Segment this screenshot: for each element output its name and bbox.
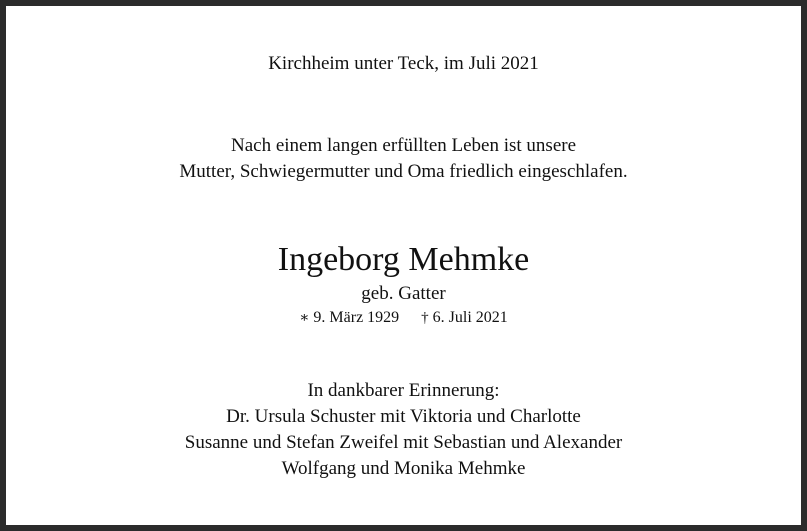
death-date: 6. Juli 2021 bbox=[432, 309, 508, 326]
death-symbol: † bbox=[421, 310, 429, 326]
deceased-name: Ingeborg Mehmke bbox=[277, 241, 530, 278]
place-date: Kirchheim unter Teck, im Juli 2021 bbox=[268, 53, 539, 74]
life-dates bbox=[6, 306, 801, 330]
birth-symbol: ∗ bbox=[299, 310, 310, 326]
birth-date: 9. März 1929 bbox=[313, 309, 400, 326]
maiden-name: geb. Gatter bbox=[361, 283, 446, 304]
mourners-intro: In dankbarer Erinnerung: bbox=[307, 380, 500, 401]
intro-line: Nach einem langen erfüllten Leben ist unsere bbox=[230, 135, 577, 156]
intro-line: Mutter, Schwiegermutter und Oma friedlich eingeschlafen. bbox=[179, 161, 628, 182]
mourner-line: Wolfgang und Monika Mehmke bbox=[281, 458, 526, 479]
mourners-block bbox=[6, 378, 801, 482]
intro-text bbox=[6, 133, 801, 185]
mourner-line: Susanne und Stefan Zweifel mit Sebastian und Alexander bbox=[184, 432, 623, 453]
mourner-line: Dr. Ursula Schuster mit Viktoria und Charlotte bbox=[226, 406, 581, 427]
